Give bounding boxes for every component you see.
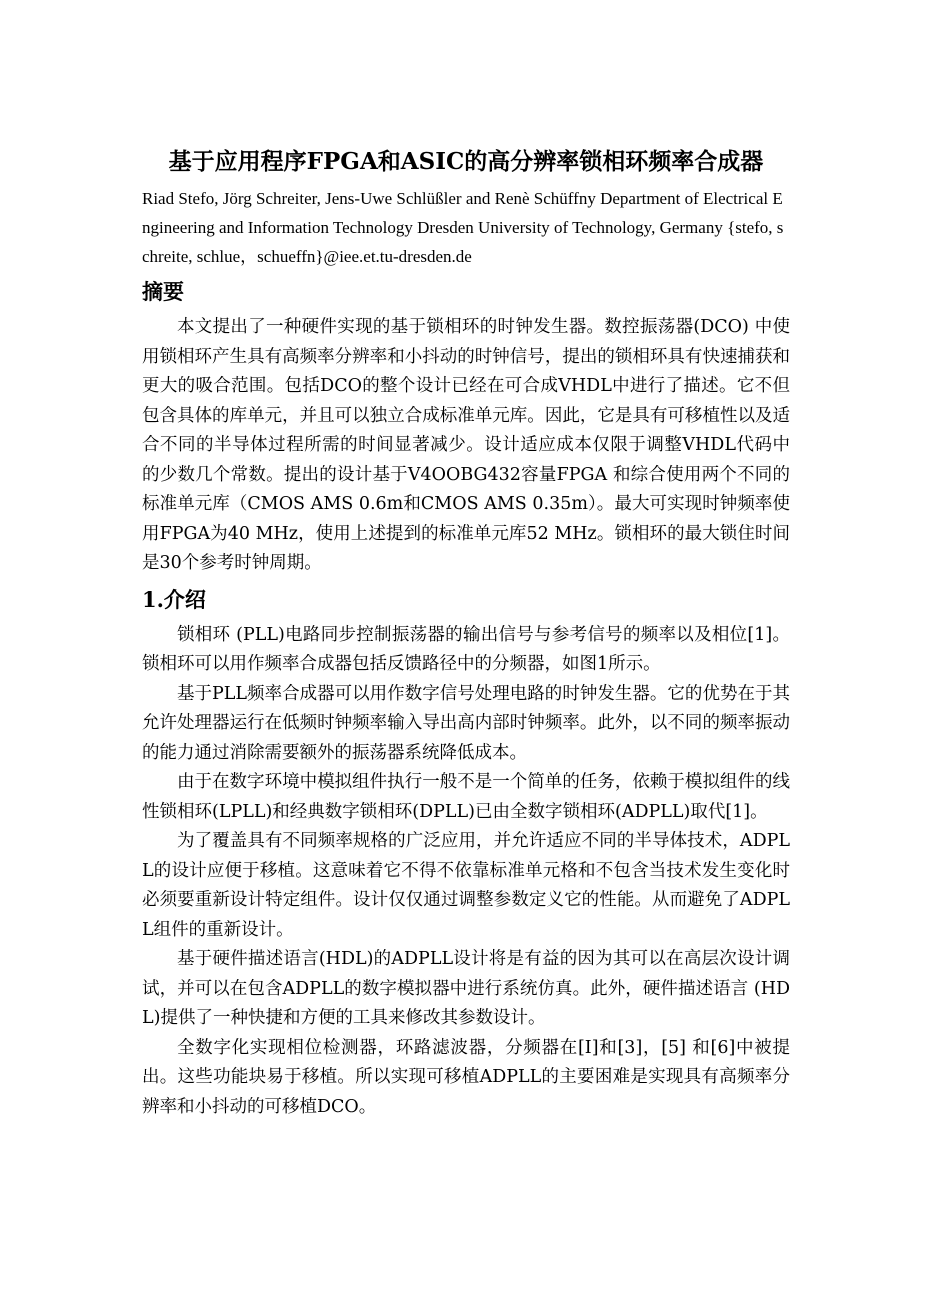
abstract-heading: 摘要 [142, 279, 184, 304]
abstract-paragraph: 本文提出了一种硬件实现的基于锁相环的时钟发生器。数控振荡器(DCO) 中使用锁相环产生具有高频率分辨率和小抖动的时钟信号，提出的锁相环具有快速捕获和更大的吸合范围。包括DCO的整个设计已经在可合成VHDL中进行了描述。它不但包含具体的库单元，并且可以独立合成标准单元库。因此，它是具有可移植性以及适合不同的半导体过程所需的时间显著减少。设计适应成本仅限于调整VHDL代码中的少数几个常数。提出的设计基于V4OOBG432容量FPGA 和综合使用两个不同的标准单元库（CMOS AMS 0.6m和CMOS AMS 0.35m）。最大可实现时钟频率使用FPGA为40 MHz，使用上述提到的标准单元库52 MHz。锁相环的最大锁住时间是30个参考时钟周期。 [142, 317, 790, 573]
intro-paragraph-2: 基于PLL频率合成器可以用作数字信号处理电路的时钟发生器。它的优势在于其允许处理器运行在低频时钟频率输入导出高内部时钟频率。此外，以不同的频率振动的能力通过消除需要额外的振荡器系统降低成本。 [142, 683, 790, 763]
author-affiliation: Riad Stefo, Jörg Schreiter, Jens-Uwe Schlüßler and Renè Schüffny Department of Electrical Engineering and Information Technology Dresden University of Technology, Germany {stefo, schreite, schlue，schueffn}@iee.et.tu-dresden.de [142, 189, 784, 266]
paper-title: 基于应用程序FPGA和ASIC的高分辨率锁相环频率合成器 [168, 148, 764, 175]
intro-paragraph-4: 为了覆盖具有不同频率规格的广泛应用，并允许适应不同的半导体技术，ADPLL的设计应便于移植。这意味着它不得不依靠标准单元格和不包含当技术发生变化时必须要重新设计特定组件。设计仅仅通过调整参数定义它的性能。从而避免了ADPLL组件的重新设计。 [142, 831, 790, 940]
paper-page [142, 140, 790, 1122]
intro-paragraph-1: 锁相环 (PLL)电路同步控制振荡器的输出信号与参考信号的频率以及相位[1]。锁相环可以用作频率合成器包括反馈路径中的分频器，如图1所示。 [142, 624, 790, 674]
intro-paragraph-3: 由于在数字环境中模拟组件执行一般不是一个简单的任务，依赖于模拟组件的线性锁相环(LPLL)和经典数字锁相环(DPLL)已由全数字锁相环(ADPLL)取代[1]。 [142, 772, 790, 822]
intro-paragraph-6: 全数字化实现相位检测器，环路滤波器，分频器在[I]和[3]，[5] 和[6]中被提出。这些功能块易于移植。所以实现可移植ADPLL的主要困难是实现具有高频率分辨率和小抖动的可移植DCO。 [142, 1037, 790, 1117]
intro-paragraph-5: 基于硬件描述语言(HDL)的ADPLL设计将是有益的因为其可以在高层次设计调试，并可以在包含ADPLL的数字模拟器中进行系统仿真。此外，硬件描述语言 (HDL)提供了一种快捷和方便的工具来修改其参数设计。 [142, 949, 790, 1028]
intro-heading: 1.介绍 [142, 586, 206, 612]
